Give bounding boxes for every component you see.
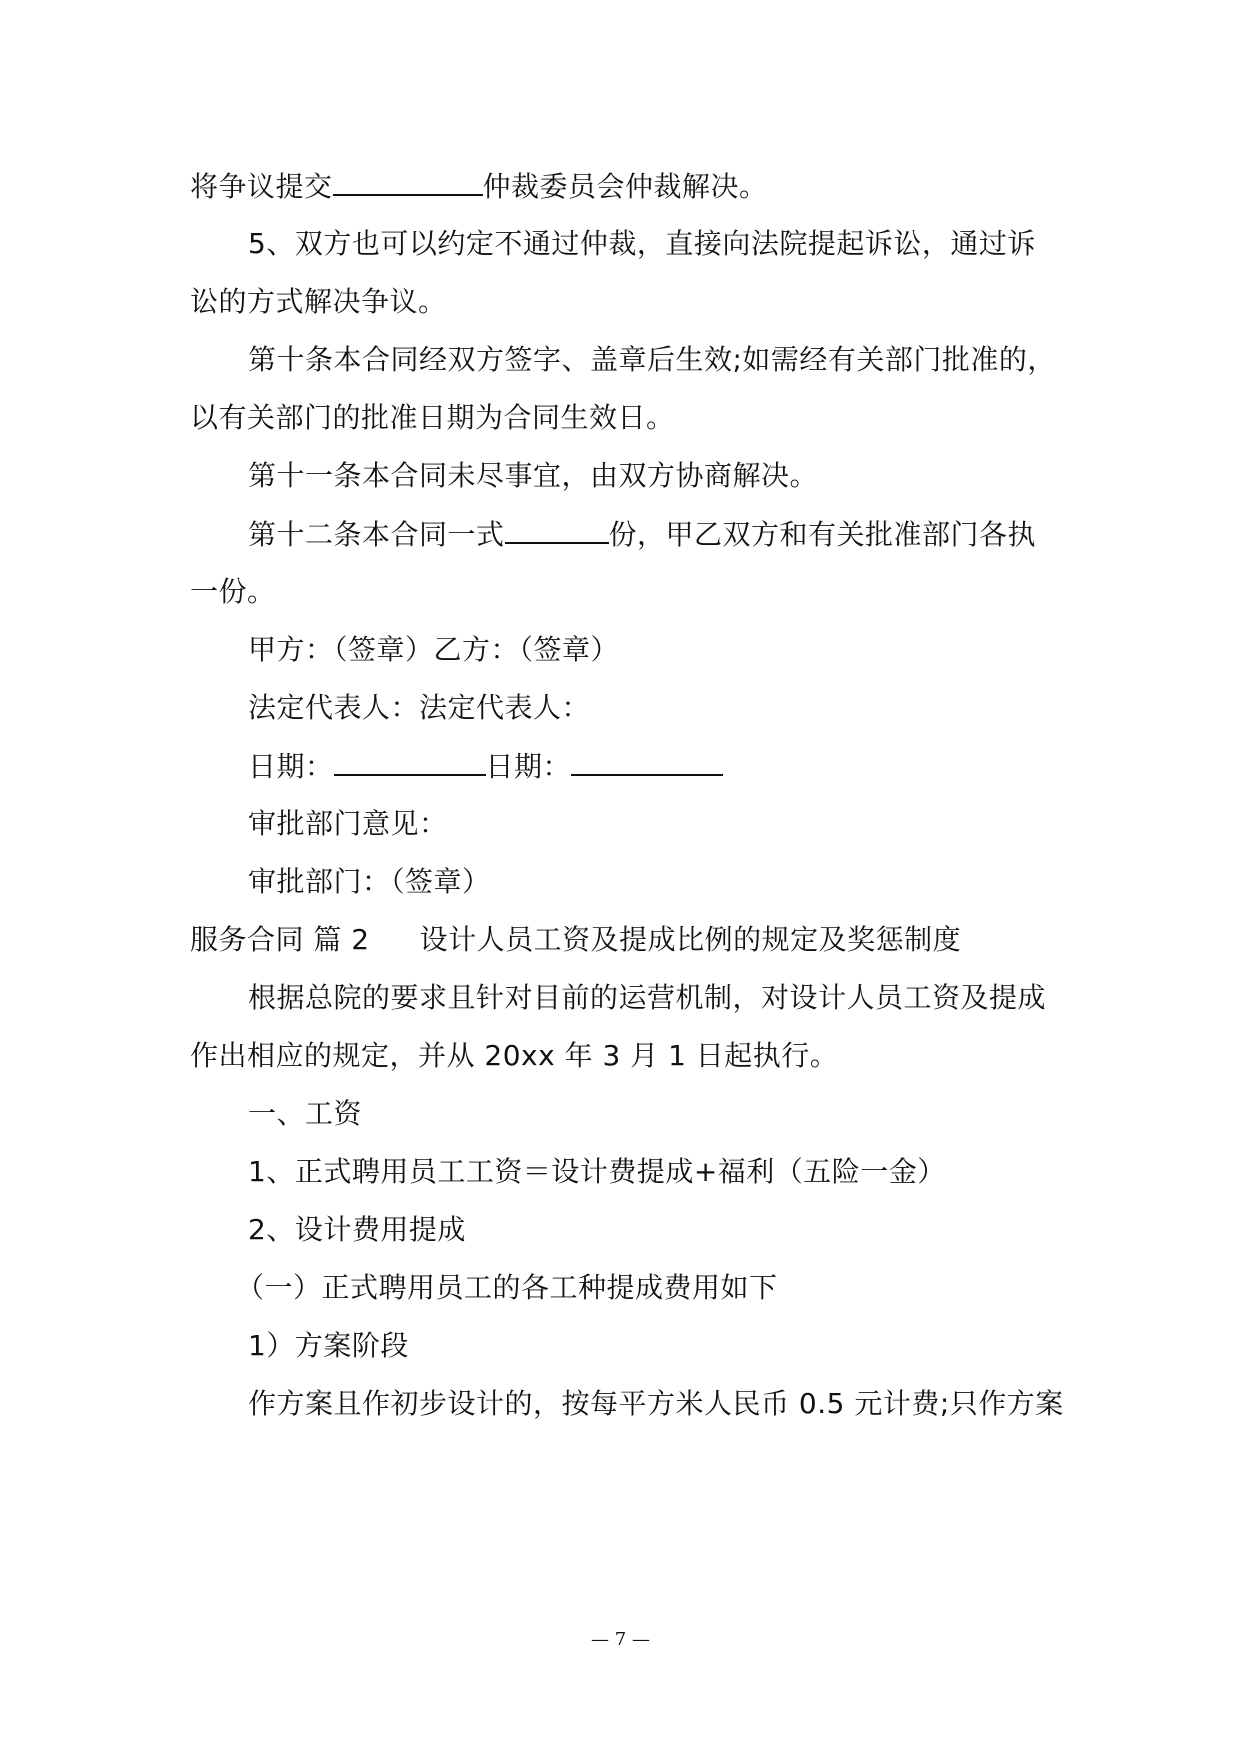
text-line-6: 第十一条本合同未尽事宜，由双方协商解决。 (248, 459, 819, 492)
text-segment: 日期： (248, 750, 334, 783)
fill-blank-arbitration (333, 168, 483, 196)
text-line-12: 审批部门意见： (248, 807, 448, 840)
text-line-21: 1）方案阶段 (248, 1329, 409, 1362)
fill-blank-copies (505, 516, 609, 544)
text-line-2: 5、双方也可以约定不通过仲裁，直接向法院提起诉讼，通过诉 (248, 227, 1036, 260)
text-segment: 仲裁委员会仲裁解决。 (482, 170, 768, 203)
text-line-8: 一份。 (190, 575, 276, 608)
text-line-18: 1、正式聘用员工工资＝设计费提成+福利（五险一金） (248, 1155, 946, 1188)
heading-left: 服务合同 篇 2 (190, 923, 370, 956)
text-segment: 第十二条本合同一式 (248, 518, 505, 551)
text-line-4: 第十条本合同经双方签字、盖章后生效;如需经有关部门批准的， (248, 343, 1056, 376)
text-line-22: 作方案且作初步设计的，按每平方米人民币 0.5 元计费;只作方案 (248, 1387, 1064, 1420)
text-line-9: 甲方：（签章）乙方：（签章） (248, 633, 620, 666)
fill-blank-date-a (334, 748, 486, 776)
text-line-13: 审批部门：（签章） (248, 865, 491, 898)
fill-blank-date-b (571, 748, 723, 776)
text-line-11 (248, 748, 723, 785)
heading-right: 设计人员工资及提成比例的规定及奖惩制度 (419, 923, 962, 956)
text-line-16: 作出相应的规定，并从 20xx 年 3 月 1 日起执行。 (190, 1039, 839, 1072)
section-heading (190, 922, 961, 958)
text-line-20: （一）正式聘用员工的各工种提成费用如下 (236, 1271, 778, 1304)
text-segment: 份，甲乙双方和有关批准部门各执 (608, 518, 1037, 551)
page-number: — 7 — (591, 1629, 650, 1650)
text-line-5: 以有关部门的批准日期为合同生效日。 (190, 401, 675, 434)
text-segment: 日期： (485, 750, 572, 783)
text-line-19: 2、设计费用提成 (248, 1213, 466, 1246)
text-line-7 (248, 516, 1036, 553)
text-line-3: 讼的方式解决争议。 (190, 285, 447, 318)
text-segment: 将争议提交 (190, 170, 333, 203)
text-line-1 (190, 168, 768, 205)
text-line-10: 法定代表人：法定代表人： (248, 691, 591, 724)
text-line-17: 一、工资 (248, 1097, 363, 1130)
text-line-15: 根据总院的要求且针对目前的运营机制，对设计人员工资及提成 (248, 981, 1047, 1014)
